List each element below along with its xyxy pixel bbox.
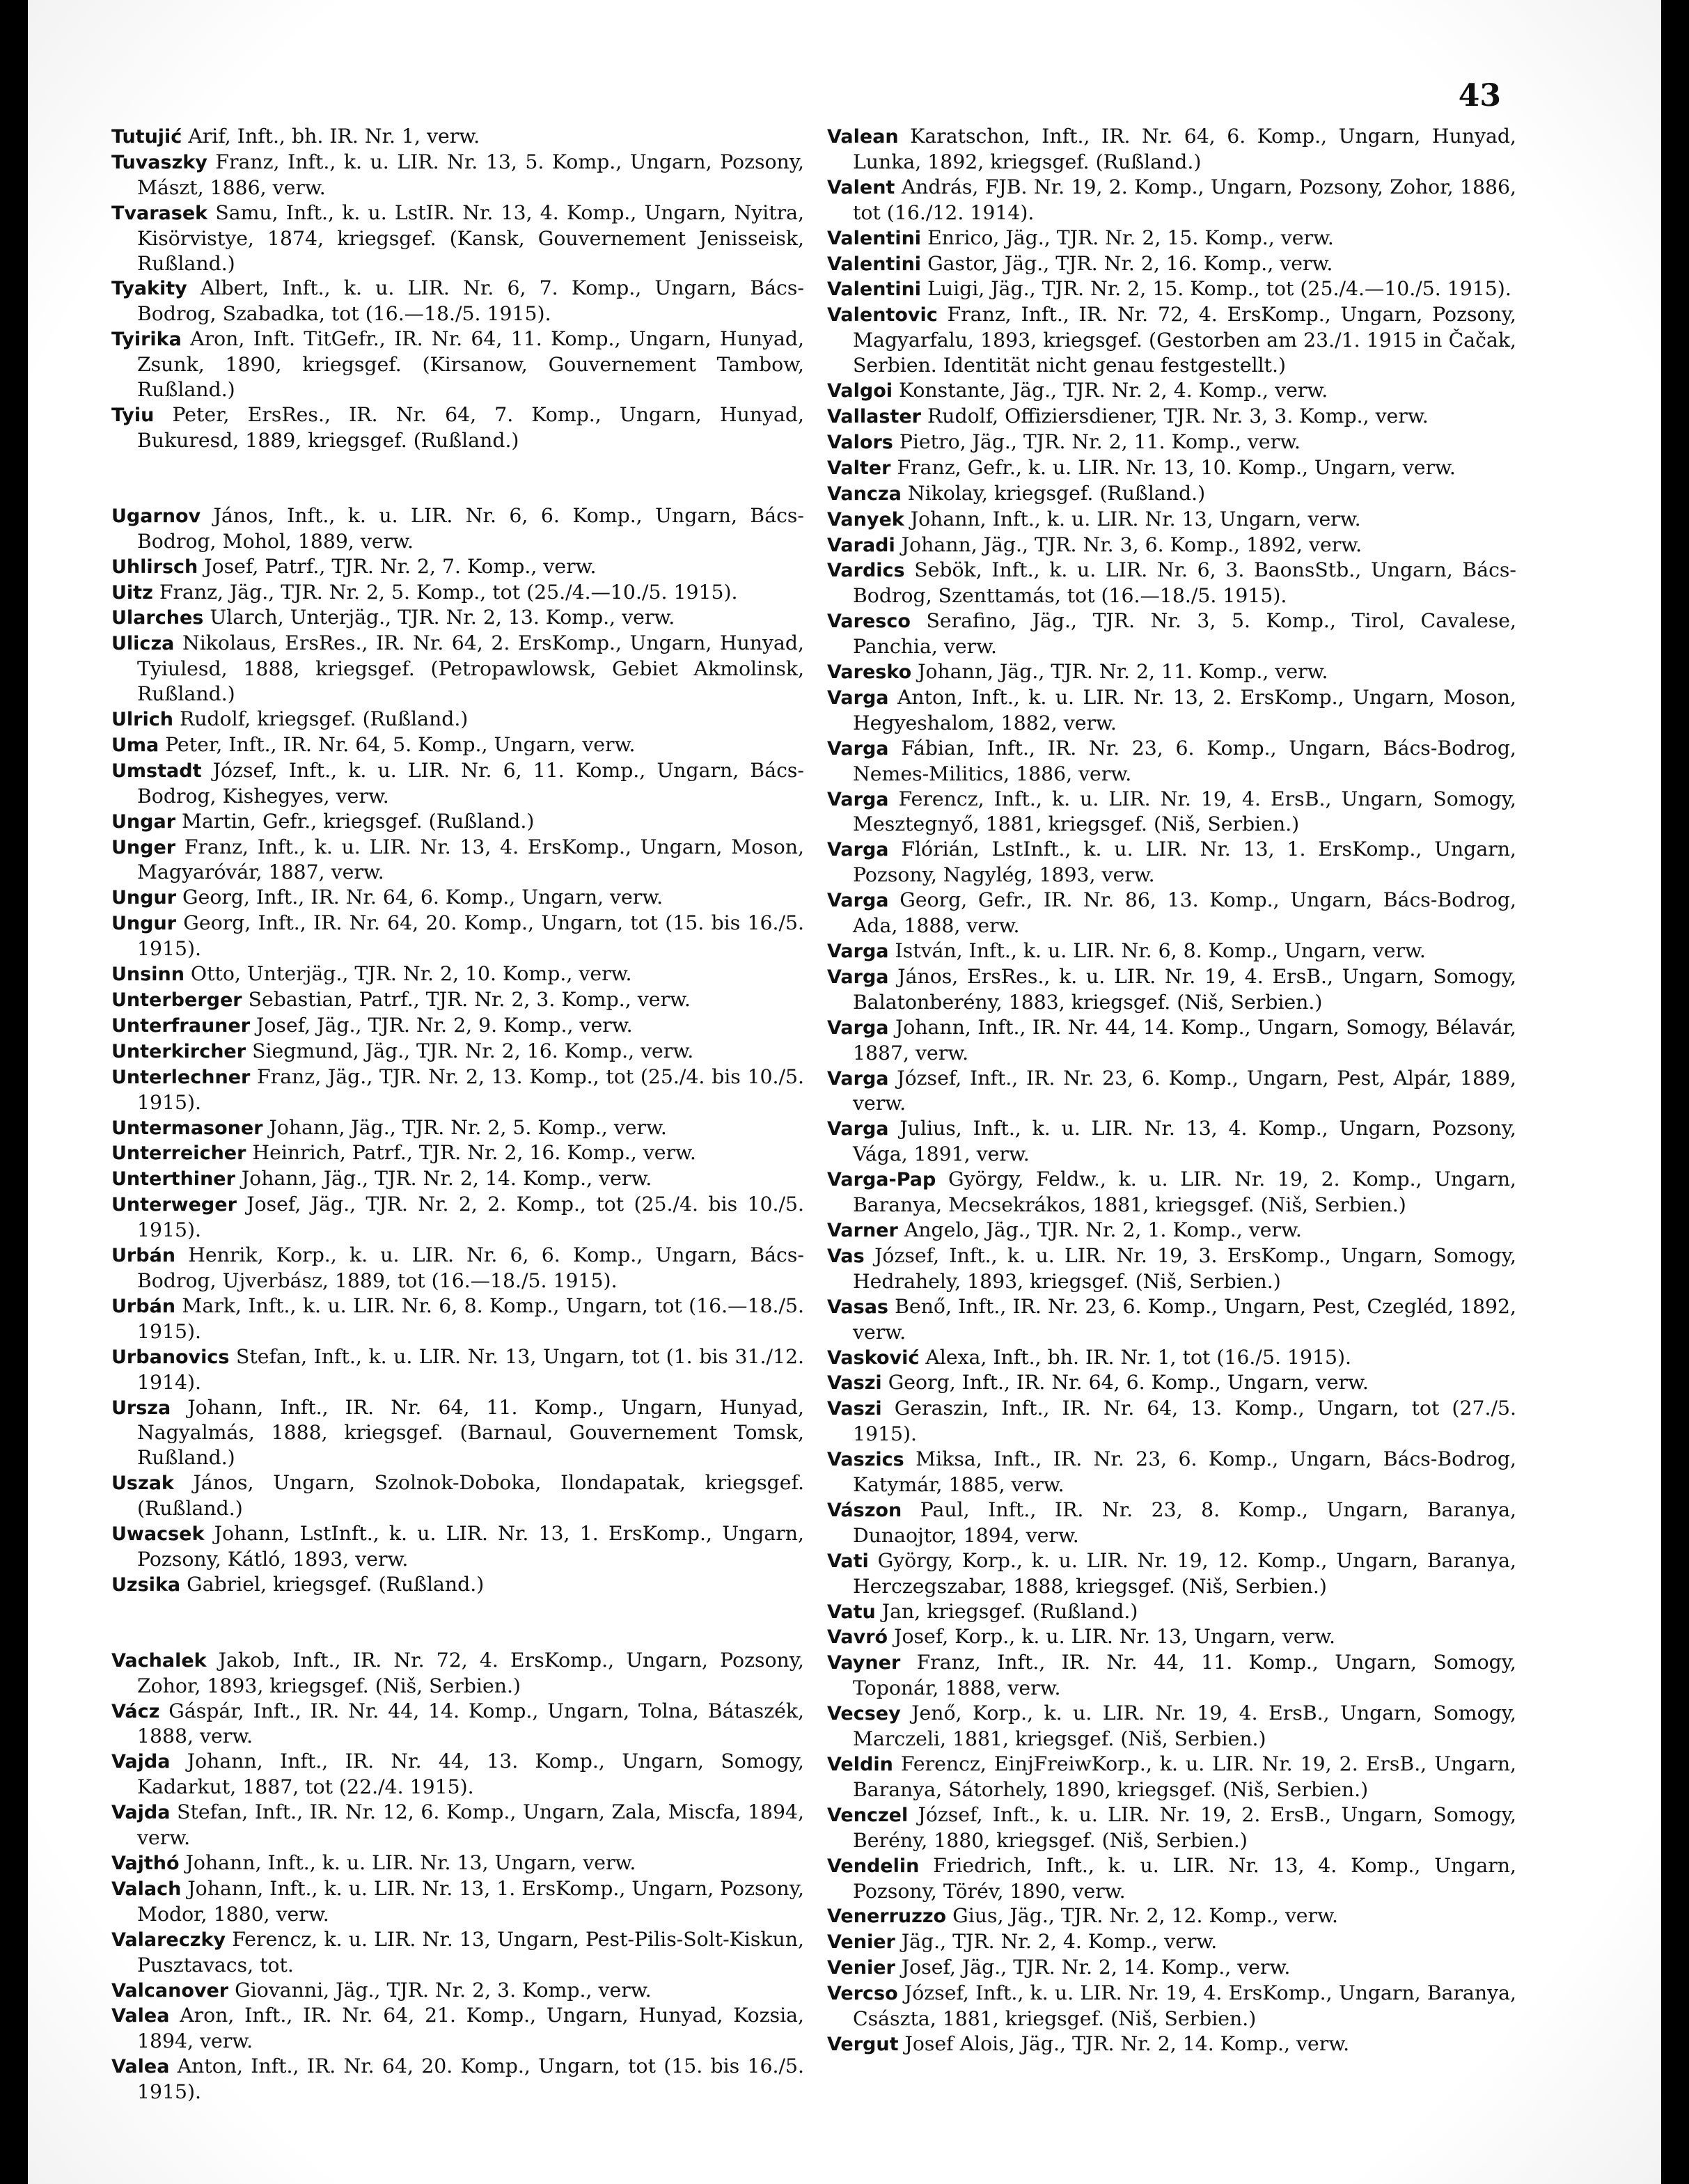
entry-details: Johann, Inft., IR. Nr. 64, 11. Komp., Ungarn, Hunyad, Nagyalmás, 1888, kriegsgef. (Barnaul, Gouvernement Tomsk, Rußland.)	[137, 1395, 804, 1470]
entry-details: Nikolaus, ErsRes., IR. Nr. 64, 2. ErsKomp., Ungarn, Hunyad, Tyiulesd, 1888, kriegsgef. (Petropawlowsk, Gebiet Akmolinsk, Rußland.)	[137, 631, 805, 706]
entry-surname: Unterfrauner	[111, 1014, 251, 1037]
entry-details: Mark, Inft., k. u. LIR. Nr. 6, 8. Komp., Ungarn, tot (16.—18./5. 1915).	[137, 1294, 804, 1343]
entry-surname: Venerruzzo	[827, 1906, 947, 1928]
entry-surname: Urbanovics	[111, 1346, 230, 1368]
register-entry	[827, 1650, 1516, 1701]
entry-details: Franz, Inft., k. u. LIR. Nr. 13, 5. Komp., Ungarn, Pozsony, Mászt, 1886, verw.	[137, 150, 804, 199]
entry-details: Johann, Jäg., TJR. Nr. 2, 14. Komp., verw.	[241, 1167, 652, 1191]
entry-surname: Varga	[827, 1067, 889, 1090]
entry-surname: Varesco	[827, 611, 911, 633]
entry-surname: Unsinn	[111, 964, 184, 986]
register-entry	[111, 885, 804, 911]
entry-details: Gius, Jäg., TJR. Nr. 2, 12. Komp., verw.	[952, 1904, 1338, 1928]
register-entry	[827, 736, 1516, 787]
register-entry	[111, 732, 804, 758]
entry-surname: Varga	[827, 686, 889, 709]
entry-details: Josef, Jäg., TJR. Nr. 2, 2. Komp., tot (25./4. bis 10./5. 1915).	[137, 1193, 804, 1242]
entry-details: József, Inft., k. u. LIR. Nr. 6, 11. Komp., Ungarn, Bács-Bodrog, Kishegyes, verw.	[137, 758, 804, 808]
entry-surname: Valentovic	[827, 304, 938, 327]
register-entry	[827, 1903, 1516, 1929]
entry-details: Peter, ErsRes., IR. Nr. 64, 7. Komp., Ungarn, Hunyad, Bukuresd, 1889, kriegsgef. (Rußland.)	[137, 402, 804, 452]
register-entry	[111, 707, 804, 732]
register-entry	[827, 938, 1516, 964]
entry-details: Aron, Inft., IR. Nr. 64, 21. Komp., Ungarn, Hunyad, Kozsia, 1894, verw.	[137, 2004, 804, 2053]
register-entry	[827, 1294, 1516, 1345]
scan-border-right	[1661, 0, 1689, 2184]
entry-details: Franz, Inft., IR. Nr. 72, 4. ErsKomp., Ungarn, Pozsony, Magyarfalu, 1893, kriegsgef. (Gestorben am 23./1. 1915 in Čačak, Serbien. Identität nicht genau festgestellt.)	[853, 303, 1517, 377]
register-entry	[827, 1853, 1516, 1904]
entry-surname: Varga	[827, 1016, 889, 1039]
entry-surname: Vavró	[827, 1626, 888, 1649]
entry-surname: Veldin	[827, 1754, 893, 1775]
entry-surname: Tutujić	[111, 126, 182, 148]
entry-surname: Ungar	[111, 810, 176, 833]
entry-details: Samu, Inft., k. u. LstIR. Nr. 13, 4. Komp., Ungarn, Nyitra, Kisörvistye, 1874, kriegsgef. (Kansk, Gouvernement Jenisseisk, Rußland.)	[137, 201, 804, 275]
register-entry	[827, 558, 1516, 608]
entry-details: Georg, Inft., IR. Nr. 64, 6. Komp., Ungarn, verw.	[888, 1371, 1369, 1395]
register-entry	[111, 987, 804, 1013]
register-entry	[111, 1013, 804, 1039]
entry-surname: Valors	[827, 431, 893, 453]
entry-details: Johann, Inft., k. u. LIR. Nr. 13, 1. ErsKomp., Ungarn, Pozsony, Modor, 1880, verw.	[137, 1876, 804, 1926]
register-entry	[111, 276, 804, 327]
entry-details: Arif, Inft., bh. IR. Nr. 1, verw.	[188, 125, 480, 148]
entry-details: Franz, Jäg., TJR. Nr. 2, 13. Komp., tot (25./4. bis 10./5. 1915).	[137, 1064, 804, 1114]
entry-details: Franz, Inft., k. u. LIR. Nr. 13, 4. ErsKomp., Ungarn, Moson, Magyaróvár, 1887, verw.	[137, 835, 804, 884]
entry-surname: Urbán	[111, 1245, 176, 1267]
entry-surname: Varga	[827, 941, 889, 962]
register-entry	[827, 2032, 1516, 2057]
register-entry	[111, 503, 804, 554]
entry-surname: Valter	[827, 457, 891, 479]
entry-details: Josef, Jäg., TJR. Nr. 2, 14. Komp., verw.	[901, 1956, 1291, 1979]
entry-details: Johann, Inft., IR. Nr. 44, 13. Komp., Ungarn, Somogy, Kadarkut, 1887, tot (22./4. 1915).	[137, 1750, 804, 1799]
register-entry	[827, 507, 1516, 533]
entry-surname: Unterthiner	[111, 1168, 235, 1191]
entry-details: Josef, Patrf., TJR. Nr. 2, 7. Komp., verw.	[204, 554, 597, 578]
entry-details: Georg, Gefr., IR. Nr. 86, 13. Komp., Ungarn, Bács-Bodrog, Ada, 1888, verw.	[853, 888, 1517, 938]
register-entry	[827, 964, 1516, 1015]
entry-surname: Vancza	[827, 482, 902, 505]
entry-surname: Venier	[827, 1931, 895, 1954]
register-entry	[827, 481, 1516, 507]
register-entry	[827, 1548, 1516, 1599]
entry-details: Enrico, Jäg., TJR. Nr. 2, 15. Komp., verw.	[927, 226, 1334, 249]
register-entry	[111, 1140, 804, 1166]
entry-details: Gastor, Jäg., TJR. Nr. 2, 16. Komp., verw.	[927, 251, 1333, 275]
entry-surname: Urbán	[111, 1295, 176, 1317]
register-entry	[827, 1498, 1516, 1548]
entry-details: Benő, Inft., IR. Nr. 23, 6. Komp., Ungarn, Pest, Czegléd, 1892, verw.	[853, 1294, 1516, 1344]
register-entry	[111, 835, 804, 886]
entry-details: Johann, Jäg., TJR. Nr. 2, 5. Komp., verw.	[269, 1115, 667, 1139]
entry-surname: Vardics	[827, 560, 905, 582]
entry-surname: Vayner	[827, 1652, 901, 1674]
register-entry	[827, 1066, 1516, 1117]
page-number: 43	[1458, 78, 1501, 113]
register-entry	[827, 1599, 1516, 1625]
register-entry	[111, 1166, 804, 1192]
entry-surname: Uwacsek	[111, 1523, 205, 1546]
entry-surname: Unterlechner	[111, 1066, 251, 1088]
register-entry	[111, 1749, 804, 1800]
entry-details: Jan, kriegsgef. (Rußland.)	[881, 1599, 1138, 1623]
entry-details: Josef Alois, Jäg., TJR. Nr. 2, 14. Komp., verw.	[904, 2032, 1350, 2055]
entry-surname: Varga	[827, 890, 889, 912]
entry-details: Friedrich, Inft., k. u. LIR. Nr. 13, 4. Komp., Ungarn, Pozsony, Törév, 1890, verw.	[853, 1853, 1516, 1903]
entry-details: Ferencz, k. u. LIR. Nr. 13, Ungarn, Pest-Pilis-Solt-Kiskun, Pusztavacs, tot.	[137, 1927, 804, 1977]
entry-details: Jakob, Inft., IR. Nr. 72, 4. ErsKomp., Ungarn, Pozsony, Zohor, 1893, kriegsgef. (Niš, Serbien.)	[137, 1648, 804, 1697]
entry-surname: Valentini	[827, 253, 922, 275]
entry-details: Siegmund, Jäg., TJR. Nr. 2, 16. Komp., verw.	[252, 1039, 694, 1062]
entry-surname: Uzsika	[111, 1573, 181, 1596]
entry-surname: Tyiu	[111, 404, 155, 426]
entry-surname: Varner	[827, 1219, 898, 1241]
entry-surname: Uszak	[111, 1472, 174, 1495]
entry-details: András, FJB. Nr. 19, 2. Komp., Ungarn, Pozsony, Zohor, 1886, tot (16./12. 1914).	[853, 175, 1517, 224]
entry-surname: Valentini	[827, 227, 922, 249]
entry-details: Martin, Gefr., kriegsgef. (Rußland.)	[182, 809, 535, 833]
entry-details: Giovanni, Jäg., TJR. Nr. 2, 3. Komp., verw.	[235, 1978, 652, 2002]
scan-border-left	[0, 0, 28, 2184]
entry-surname: Vácz	[111, 1700, 160, 1722]
register-entry	[827, 1624, 1516, 1650]
entry-surname: Ulrich	[111, 709, 173, 731]
entry-surname: Varesko	[827, 661, 912, 684]
entry-details: Konstante, Jäg., TJR. Nr. 2, 4. Komp., verw.	[899, 379, 1328, 402]
register-entry	[111, 2054, 804, 2105]
entry-details: Anton, Inft., k. u. LIR. Nr. 13, 2. ErsKomp., Ungarn, Moson, Hegyeshalom, 1882, verw.	[853, 685, 1517, 734]
entry-surname: Vachalek	[111, 1649, 207, 1672]
register-entry	[111, 1572, 804, 1598]
register-entry	[827, 226, 1516, 251]
entry-surname: Valent	[827, 176, 895, 198]
entry-surname: Vaszi	[827, 1398, 882, 1420]
entry-surname: Valareczky	[111, 1928, 226, 1951]
left-column	[111, 124, 804, 2105]
entry-details: János, Ungarn, Szolnok-Doboka, Ilondapatak, kriegsgef. (Rußland.)	[137, 1471, 804, 1521]
entry-details: Johann, Inft., k. u. LIR. Nr. 13, Ungarn, verw.	[910, 507, 1361, 531]
entry-surname: Tvarasek	[111, 202, 208, 224]
register-entry	[111, 201, 804, 276]
entry-details: Anton, Inft., IR. Nr. 64, 20. Komp., Ungarn, tot (15. bis 16./5. 1915).	[137, 2055, 804, 2104]
entry-details: Geraszin, Inft., IR. Nr. 64, 13. Komp., Ungarn, tot (27./5. 1915).	[853, 1397, 1516, 1446]
register-entry	[111, 1699, 804, 1750]
entry-surname: Vajda	[111, 1751, 171, 1773]
entry-details: Jenő, Korp., k. u. LIR. Nr. 19, 4. ErsB., Ungarn, Somogy, Marczeli, 1881, kriegsgef. (Niš, Serbien.)	[853, 1702, 1516, 1751]
entry-surname: Vergut	[827, 2033, 899, 2055]
register-entry	[827, 1345, 1516, 1371]
register-entry	[111, 1876, 804, 1927]
entry-details: József, Inft., IR. Nr. 23, 6. Komp., Ungarn, Pest, Alpár, 1889, verw.	[853, 1066, 1517, 1115]
register-entry	[111, 2003, 804, 2054]
register-entry	[827, 1218, 1516, 1243]
register-entry	[111, 124, 804, 150]
entry-details: Josef, Korp., k. u. LIR. Nr. 13, Ungarn, verw.	[894, 1625, 1335, 1649]
entry-surname: Vasas	[827, 1296, 889, 1318]
entry-surname: Varadi	[827, 534, 895, 556]
register-entry	[827, 1981, 1516, 2032]
entry-details: Julius, Inft., k. u. LIR. Nr. 13, 4. Komp., Ungarn, Pozsony, Vága, 1891, verw.	[853, 1117, 1517, 1166]
entry-surname: Tyakity	[111, 278, 187, 300]
entry-surname: Vati	[827, 1550, 869, 1572]
register-entry	[827, 685, 1516, 736]
register-entry	[827, 276, 1516, 302]
register-entry	[827, 837, 1516, 888]
entry-surname: Vendelin	[827, 1855, 920, 1877]
entry-details: Johann, LstInft., k. u. LIR. Nr. 13, 1. ErsKomp., Ungarn, Pozsony, Kátló, 1893, verw.	[137, 1522, 805, 1571]
entry-details: Henrik, Korp., k. u. LIR. Nr. 6, 6. Komp., Ungarn, Bács-Bodrog, Ujverbász, 1889, tot (16.—18./5. 1915).	[137, 1243, 804, 1292]
register-entry	[827, 455, 1516, 481]
entry-surname: Tyirika	[111, 329, 182, 351]
entry-details: Fábian, Inft., IR. Nr. 23, 6. Komp., Ungarn, Bács-Bodrog, Nemes-Militics, 1886, verw.	[853, 736, 1517, 785]
entry-details: István, Inft., k. u. LIR. Nr. 6, 8. Komp., Ungarn, verw.	[895, 939, 1426, 962]
entry-details: Heinrich, Patrf., TJR. Nr. 2, 16. Komp., verw.	[252, 1141, 696, 1165]
entry-surname: Ursza	[111, 1397, 171, 1419]
entry-surname: Varga	[827, 737, 889, 760]
register-entry	[827, 659, 1516, 685]
entry-details: Stefan, Inft., k. u. LIR. Nr. 13, Ungarn, tot (1. bis 31./12. 1914).	[137, 1344, 804, 1394]
entry-surname: Unterkircher	[111, 1040, 246, 1062]
entry-details: Rudolf, kriegsgef. (Rußland.)	[179, 707, 469, 731]
entry-surname: Unger	[111, 836, 176, 858]
register-entry	[827, 888, 1516, 938]
register-entry	[111, 631, 804, 707]
register-entry	[111, 1927, 804, 1978]
register-entry	[827, 124, 1516, 175]
register-entry	[827, 1243, 1516, 1294]
entry-surname: Vaszi	[827, 1372, 882, 1395]
entry-details: Alexa, Inft., bh. IR. Nr. 1, tot (16./5. 1915).	[925, 1345, 1351, 1369]
entry-surname: Vászon	[827, 1499, 902, 1521]
register-entry	[111, 1978, 804, 2004]
entry-details: Franz, Jäg., TJR. Nr. 2, 5. Komp., tot (25./4.—10./5. 1915).	[159, 580, 738, 604]
register-entry	[111, 1243, 804, 1294]
entry-details: Sebastian, Patrf., TJR. Nr. 2, 3. Komp., verw.	[248, 988, 691, 1011]
entry-surname: Varga	[827, 966, 889, 988]
register-entry	[827, 1396, 1516, 1447]
entry-details: Albert, Inft., k. u. LIR. Nr. 6, 7. Komp., Ungarn, Bács-Bodrog, Szabadka, tot (16.—18./5. 1915).	[137, 276, 804, 326]
register-entry	[827, 404, 1516, 430]
register-entry	[111, 605, 804, 631]
entry-surname: Venczel	[827, 1804, 909, 1826]
entry-surname: Vas	[827, 1245, 865, 1267]
register-entry	[827, 302, 1516, 378]
entry-surname: Vercso	[827, 1983, 898, 2005]
register-entry	[111, 1344, 804, 1395]
entry-details: József, Inft., k. u. LIR. Nr. 19, 4. ErsKomp., Ungarn, Baranya, Császta, 1881, kriegsgef. (Niš, Serbien.)	[853, 1981, 1517, 2031]
entry-details: Serafino, Jäg., TJR. Nr. 3, 5. Komp., Tirol, Cavalese, Panchia, verw.	[853, 609, 1516, 659]
register-entry	[111, 1470, 804, 1521]
entry-surname: Vajthó	[111, 1853, 180, 1874]
entry-surname: Umstadt	[111, 760, 202, 782]
entry-details: Karatschon, Inft., IR. Nr. 64, 6. Komp., Ungarn, Hunyad, Lunka, 1892, kriegsgef. (Rußland.)	[853, 125, 1516, 173]
entry-details: Johann, Jäg., TJR. Nr. 3, 6. Komp., 1892, verw.	[901, 533, 1362, 556]
entry-surname: Vallaster	[827, 405, 921, 427]
entry-details: Ularch, Unterjäg., TJR. Nr. 2, 13. Komp., verw.	[210, 606, 675, 629]
entry-surname: Ugarnov	[111, 505, 201, 527]
register-entry	[111, 1395, 804, 1471]
entry-details: Gáspár, Inft., IR. Nr. 44, 14. Komp., Ungarn, Tolna, Bátaszék, 1888, verw.	[137, 1699, 805, 1748]
entry-details: Jäg., TJR. Nr. 2, 4. Komp., verw.	[901, 1930, 1218, 1954]
register-entry	[827, 1370, 1516, 1396]
entry-details: Otto, Unterjäg., TJR. Nr. 2, 10. Komp., verw.	[190, 962, 632, 986]
entry-details: Paul, Inft., IR. Nr. 23, 8. Komp., Ungarn, Baranya, Dunaojtor, 1894, verw.	[853, 1498, 1516, 1547]
entry-details: Sebök, Inft., k. u. LIR. Nr. 6, 3. BaonsStb., Ungarn, Bács-Bodrog, Szenttamás, tot (16.—18./5. 1915).	[853, 558, 1516, 608]
register-entry	[111, 1851, 804, 1876]
entry-surname: Valentini	[827, 278, 922, 301]
register-entry	[827, 533, 1516, 558]
entry-surname: Valea	[111, 2005, 170, 2027]
register-entry	[827, 787, 1516, 838]
register-entry	[111, 1294, 804, 1344]
entry-surname: Vecsey	[827, 1703, 901, 1725]
entry-surname: Vasković	[827, 1346, 920, 1369]
entry-surname: Vaszics	[827, 1449, 904, 1471]
entry-surname: Vajda	[111, 1802, 171, 1824]
register-entry	[827, 1701, 1516, 1752]
entry-details: Johann, Inft., k. u. LIR. Nr. 13, Ungarn, verw.	[185, 1851, 636, 1874]
register-entry	[827, 1752, 1516, 1802]
entry-surname: Ungur	[111, 913, 177, 935]
register-entry	[827, 378, 1516, 404]
register-entry	[111, 1648, 804, 1699]
entry-details: Gabriel, kriegsgef. (Rußland.)	[187, 1572, 485, 1596]
register-entry	[111, 758, 804, 809]
entry-surname: Varga	[827, 1118, 889, 1140]
entry-details: Johann, Jäg., TJR. Nr. 2, 11. Komp., verw.	[918, 660, 1328, 684]
register-entry	[111, 327, 804, 402]
register-entry	[827, 1015, 1516, 1066]
entry-details: Franz, Gefr., k. u. LIR. Nr. 13, 10. Komp., Ungarn, verw.	[897, 455, 1456, 479]
register-entry	[827, 1955, 1516, 1981]
register-entry	[111, 1521, 804, 1572]
entry-details: János, ErsRes., k. u. LIR. Nr. 19, 4. ErsB., Ungarn, Somogy, Balatonberény, 1883, kriegsgef. (Niš, Serbien.)	[853, 964, 1516, 1014]
register-entry	[827, 1929, 1516, 1955]
entry-surname: Ularches	[111, 607, 204, 629]
entry-surname: Vanyek	[827, 508, 904, 531]
entry-details: Josef, Jäg., TJR. Nr. 2, 9. Komp., verw.	[256, 1013, 633, 1037]
entry-details: Miksa, Inft., IR. Nr. 23, 6. Komp., Ungarn, Bács-Bodrog, Katymár, 1885, verw.	[853, 1447, 1516, 1497]
entry-surname: Valcanover	[111, 1979, 229, 2002]
entry-details: Angelo, Jäg., TJR. Nr. 2, 1. Komp., verw.	[904, 1218, 1302, 1241]
section-gap	[111, 1598, 804, 1648]
register-entry	[111, 402, 804, 453]
register-entry	[111, 150, 804, 201]
entry-details: Franz, Inft., IR. Nr. 44, 11. Komp., Ungarn, Somogy, Toponár, 1888, verw.	[853, 1651, 1516, 1700]
entry-surname: Varga	[827, 839, 889, 861]
entry-surname: Valach	[111, 1878, 182, 1900]
entry-surname: Unterreicher	[111, 1142, 246, 1165]
entry-details: Rudolf, Offiziersdiener, TJR. Nr. 3, 3. Komp., verw.	[927, 404, 1429, 427]
entry-surname: Varga-Pap	[827, 1169, 936, 1191]
entry-details: Ferencz, EinjFreiwKorp., k. u. LIR. Nr. 19, 2. ErsB., Ungarn, Baranya, Sátorhely, 1890, kriegsgef. (Niš, Serbien.)	[853, 1752, 1516, 1801]
register-entry	[111, 911, 804, 961]
entry-details: József, Inft., k. u. LIR. Nr. 19, 2. ErsB., Ungarn, Somogy, Berény, 1880, kriegsgef. (Niš, Serbien.)	[853, 1802, 1517, 1852]
register-entry	[827, 430, 1516, 455]
register-entry	[827, 608, 1516, 659]
entry-surname: Unterweger	[111, 1194, 237, 1216]
entry-surname: Varga	[827, 788, 889, 810]
entry-surname: Vatu	[827, 1601, 876, 1623]
entry-surname: Tuvaszky	[111, 151, 207, 173]
entry-surname: Ulicza	[111, 633, 175, 655]
register-entry	[827, 175, 1516, 226]
entry-details: Peter, Inft., IR. Nr. 64, 5. Komp., Ungarn, verw.	[165, 732, 636, 756]
register-entry	[111, 1064, 804, 1115]
entry-details: György, Korp., k. u. LIR. Nr. 19, 12. Komp., Ungarn, Baranya, Herczegszabar, 1888, kriegsgef. (Niš, Serbien.)	[853, 1548, 1516, 1598]
register-entry	[111, 1039, 804, 1064]
register-entry	[827, 1167, 1516, 1218]
entry-details: Ferencz, Inft., k. u. LIR. Nr. 19, 4. ErsB., Ungarn, Somogy, Mesztegnyő, 1881, kriegsgef. (Niš, Serbien.)	[853, 787, 1516, 836]
entry-details: Georg, Inft., IR. Nr. 64, 20. Komp., Ungarn, tot (15. bis 16./5. 1915).	[137, 911, 805, 961]
register-entry	[111, 961, 804, 987]
entry-surname: Uitz	[111, 581, 153, 604]
register-entry	[111, 1800, 804, 1851]
entry-surname: Valean	[827, 126, 899, 148]
entry-details: Johann, Inft., IR. Nr. 44, 14. Komp., Ungarn, Somogy, Bélavár, 1887, verw.	[853, 1015, 1516, 1064]
register-entry	[111, 1192, 804, 1243]
register-entry	[111, 809, 804, 835]
entry-details: Flórián, LstInft., k. u. LIR. Nr. 13, 1. ErsKomp., Ungarn, Pozsony, Nagylég, 1893, verw.	[853, 838, 1516, 887]
section-gap	[111, 453, 804, 503]
entry-details: Georg, Inft., IR. Nr. 64, 6. Komp., Ungarn, verw.	[182, 886, 663, 909]
entry-details: Nikolay, kriegsgef. (Rußland.)	[907, 481, 1206, 505]
entry-surname: Untermasoner	[111, 1117, 263, 1139]
register-entry	[827, 1116, 1516, 1167]
entry-surname: Valea	[111, 2056, 170, 2078]
register-entry	[111, 1115, 804, 1141]
entry-surname: Valgoi	[827, 380, 893, 402]
entry-details: Stefan, Inft., IR. Nr. 12, 6. Komp., Ungarn, Zala, Miscfa, 1894, verw.	[137, 1800, 804, 1850]
entry-details: József, Inft., k. u. LIR. Nr. 19, 3. ErsKomp., Ungarn, Somogy, Hedrahely, 1893, kriegsgef. (Niš, Serbien.)	[853, 1243, 1516, 1293]
entry-surname: Venier	[827, 1957, 895, 1979]
entry-details: Pietro, Jäg., TJR. Nr. 2, 11. Komp., verw.	[899, 430, 1301, 453]
entry-surname: Uma	[111, 734, 159, 756]
entry-surname: Uhlirsch	[111, 556, 198, 578]
register-entry	[827, 1447, 1516, 1498]
entry-surname: Unterberger	[111, 989, 242, 1011]
register-entry	[827, 1802, 1516, 1853]
entry-surname: Ungur	[111, 887, 177, 909]
entry-details: János, Inft., k. u. LIR. Nr. 6, 6. Komp., Ungarn, Bács-Bodrog, Mohol, 1889, verw.	[137, 503, 804, 553]
entry-details: Luigi, Jäg., TJR. Nr. 2, 15. Komp., tot (25./4.—10./5. 1915).	[927, 277, 1511, 301]
entry-details: György, Feldw., k. u. LIR. Nr. 19, 2. Komp., Ungarn, Baranya, Mecsekrákos, 1881, kriegsgef. (Niš, Serbien.)	[853, 1168, 1516, 1217]
register-entry	[111, 554, 804, 580]
register-entry	[111, 580, 804, 606]
right-column	[827, 124, 1516, 2057]
register-entry	[827, 251, 1516, 277]
entry-details: Aron, Inft. TitGefr., IR. Nr. 64, 11. Komp., Ungarn, Hunyad, Zsunk, 1890, kriegsgef. (Kirsanow, Gouvernement Tambow, Rußland.)	[137, 327, 804, 402]
